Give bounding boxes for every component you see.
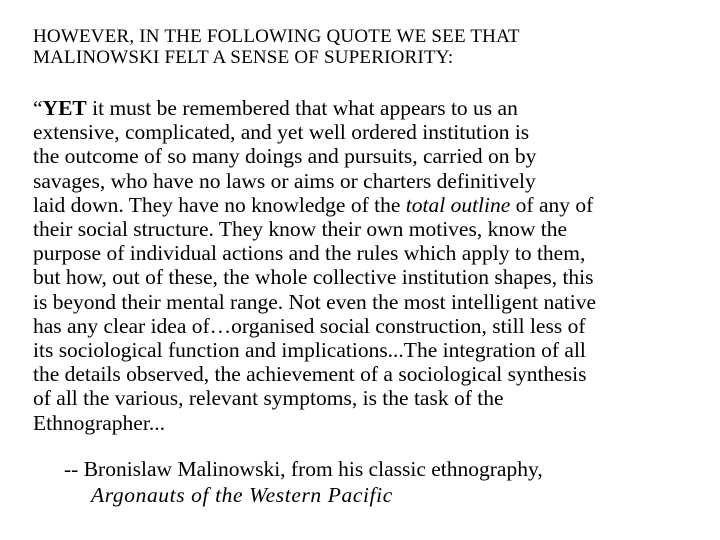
heading-line-2: MALINOWSKI FELT A SENSE OF SUPERIORITY: xyxy=(33,47,454,68)
attribution-line: -- Bronislaw Malinowski, from his classic ethnography, xyxy=(64,457,543,481)
quote-line-5 xyxy=(33,193,713,217)
quote-block xyxy=(33,96,713,435)
quote-line-10: has any clear idea of…organised social construction, still less of xyxy=(33,313,586,338)
quote-line-7: purpose of individual actions and the rules which apply to them, xyxy=(33,241,586,266)
quote-lead-word: YET xyxy=(42,96,87,120)
quote-line-9: is beyond their mental range. Not even the most intelligent native xyxy=(33,289,597,314)
quote-attribution xyxy=(64,456,543,508)
quote-line-12: the details observed, the achievement of a sociological synthesis xyxy=(33,362,587,387)
quote-line-14: Ethnographer... xyxy=(33,410,165,435)
quote-line-5-b: of any of xyxy=(510,192,594,217)
book-title: Argonauts of the Western Pacific xyxy=(91,483,393,507)
quote-line-3: the outcome of so many doings and pursuits, carried on by xyxy=(33,144,537,169)
slide-heading xyxy=(33,26,703,68)
quote-line-11: its sociological function and implications...The integration of all xyxy=(33,338,586,363)
quote-line-2: extensive, complicated, and yet well ordered institution is xyxy=(33,120,530,145)
quote-open-mark: “ xyxy=(33,96,43,120)
quote-emphasis-total-outline: total outline xyxy=(405,192,511,217)
quote-line-1-text: it must be remembered that what appears to us an xyxy=(86,96,518,120)
quote-line-8: but how, out of these, the whole collective institution shapes, this xyxy=(33,265,594,290)
quote-line-13: of all the various, relevant symptoms, is the task of the xyxy=(33,386,504,411)
quote-line-5-a: laid down. They have no knowledge of the xyxy=(33,192,406,217)
quote-line-4: savages, who have no laws or aims or charters definitively xyxy=(33,168,536,193)
quote-line-6: their social structure. They know their own motives, know the xyxy=(33,217,568,242)
quote-line-1 xyxy=(33,96,713,120)
heading-line-1: HOWEVER, IN THE FOLLOWING QUOTE WE SEE THAT xyxy=(33,26,520,47)
